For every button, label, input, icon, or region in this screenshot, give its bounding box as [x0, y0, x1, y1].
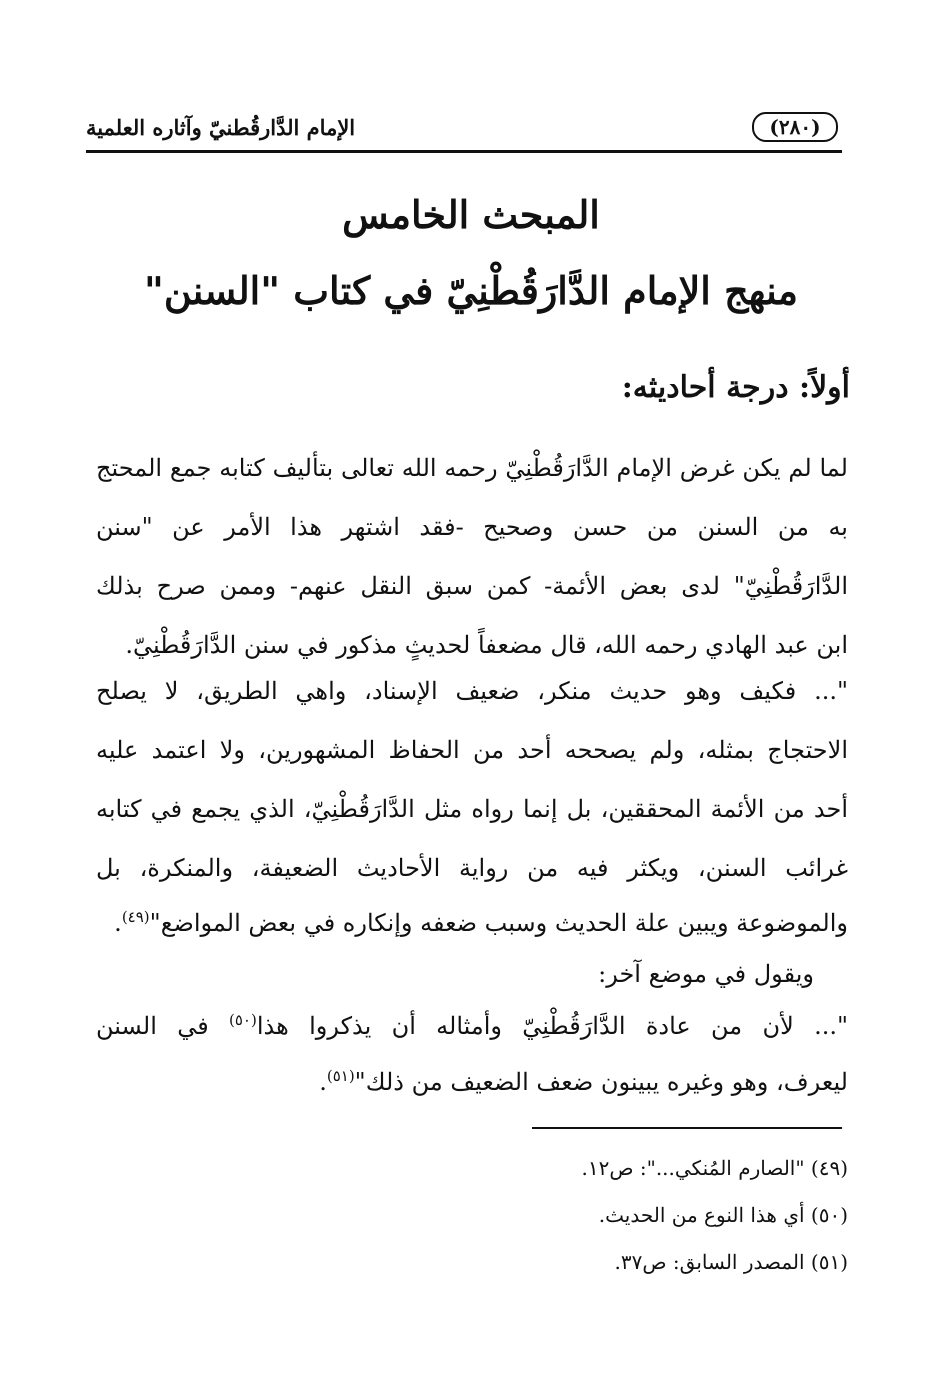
- quote-line-with-ref: والموضوعة ويبين علة الحديث وسبب ضعفه وإنكاره في بعض المواضع"$^{(٤٩)}$.: [114, 908, 848, 937]
- quote-text: ليعرف، وهو وغيره يبينون ضعف الضعيف من ذلك": [354, 1068, 848, 1096]
- footnote-ref-51: (٥١): [326, 1067, 355, 1085]
- footnote-51: (٥١) المصدر السابق: ص٣٧.: [614, 1250, 848, 1274]
- quote-text: في السنن: [96, 1012, 209, 1040]
- section-heading: أولاً: درجة أحاديثه:: [621, 370, 850, 405]
- body-line: الدَّارَقُطْنِيّ" لدى بعض الأئمة- كمن سبق النقل عنهم- وممن صرح بذلك: [96, 572, 848, 600]
- page-header: [86, 112, 838, 148]
- page-number: (٢٨٠): [752, 112, 838, 142]
- footnote-50: (٥٠) أي هذا النوع من الحديث.: [598, 1203, 848, 1227]
- quote-line: الاحتجاج بمثله، ولم يصححه أحد من الحفاظ المشهورين، ولا اعتمد عليه: [96, 736, 848, 764]
- footnote-rule: [532, 1127, 842, 1129]
- body-line: ابن عبد الهادي رحمه الله، قال مضعفاً لحديثٍ مذكور في سنن الدَّارَقُطْنِيّ.: [125, 631, 848, 659]
- header-rule: [86, 150, 842, 153]
- body-line: ويقول في موضع آخر:: [598, 960, 814, 988]
- quote-text: "... لأن من عادة الدَّارَقُطْنِيّ وأمثاله أن يذكروا هذا$^{(٥٠)}$: [229, 1011, 849, 1040]
- running-title: الإمام الدَّارقُطنيّ وآثاره العلمية: [86, 115, 356, 140]
- body-line: لما لم يكن غرض الإمام الدَّارَقُطْنِيّ رحمه الله تعالى بتأليف كتابه جمع المحتج: [96, 454, 848, 482]
- body-line: به من السنن من حسن وصحيح -فقد اشتهر هذا الأمر عن "سنن: [96, 513, 848, 541]
- quote-line: غرائب السنن، ويكثر فيه من رواية الأحاديث الضعيفة، والمنكرة، بل: [96, 854, 848, 882]
- footnote-49: (٤٩) "الصارم المُنكي...": ص١٢.: [581, 1156, 848, 1180]
- quote-line-with-ref: ليعرف، وهو وغيره يبينون ضعف الضعيف من ذلك"$^{(٥١)}$.: [319, 1067, 848, 1096]
- quote-line-with-ref: [96, 996, 848, 1056]
- quote-line: أحد من الأئمة المحققين، بل إنما رواه مثل الدَّارَقُطْنِيّ، الذي يجمع في كتابه: [96, 795, 848, 823]
- quote-text: والموضوعة ويبين علة الحديث وسبب ضعفه وإنكاره في بعض المواضع": [149, 909, 848, 937]
- quote-line: "... فكيف وهو حديث منكر، ضعيف الإسناد، واهي الطريق، لا يصلح: [96, 677, 848, 705]
- footnote-ref-50: (٥٠): [229, 1011, 257, 1029]
- footnote-ref-49: (٤٩): [121, 908, 150, 926]
- chapter-title: المبحث الخامس: [342, 192, 600, 237]
- chapter-subtitle: منهج الإمام الدَّارَقُطْنِيّ في كتاب "السنن": [144, 268, 798, 313]
